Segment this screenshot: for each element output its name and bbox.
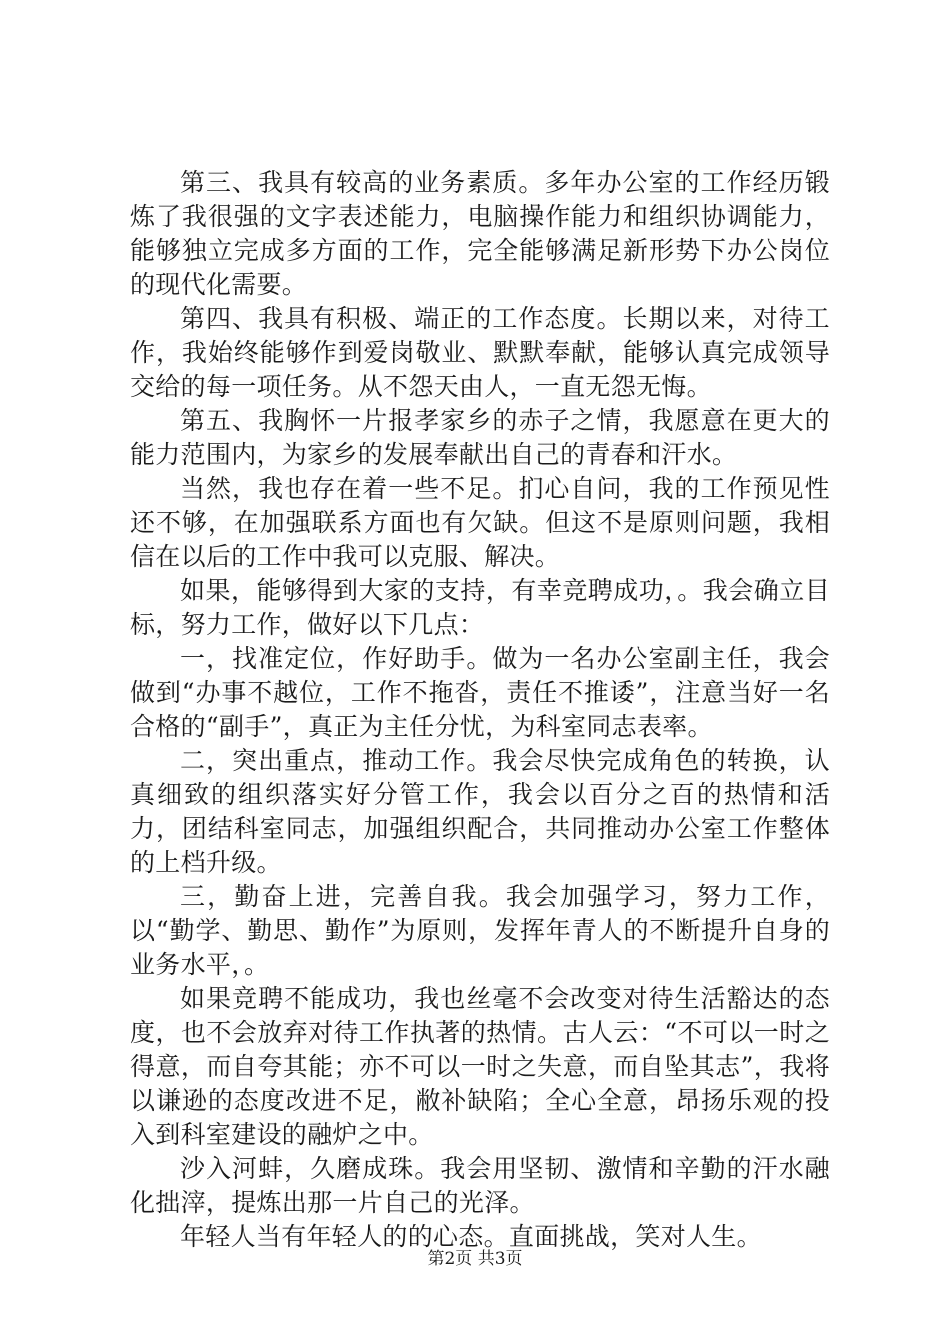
document-body	[130, 166, 830, 1254]
page-number-footer: 第2页 共3页	[427, 1249, 523, 1269]
paragraph-plan-1: 一，找准定位，作好助手。做为一名办公室副主任，我会做到“办事不越位，工作不拖沓，责任不推诿”，注意当好一名合格的“副手”，真正为主任分忧，为科室同志表率。	[130, 644, 830, 741]
paragraph-pearl-metaphor: 沙入河蚌，久磨成珠。我会用坚韧、激情和辛勤的汗水融化拙滓，提炼出那一片自己的光泽。	[130, 1154, 830, 1217]
paragraph-closing: 年轻人当有年轻人的的心态。直面挑战，笑对人生。	[180, 1222, 762, 1251]
paragraph-qualification-5: 第五、我胸怀一片报孝家乡的赤子之情，我愿意在更大的能力范围内，为家乡的发展奉献出自己的青春和汗水。	[130, 406, 830, 469]
paragraph-shortcomings: 当然，我也存在着一些不足。扪心自问，我的工作预见性还不够，在加强联系方面也有欠缺。但这不是原则问题，我相信在以后的工作中我可以克服、解决。	[130, 474, 830, 571]
paragraph-qualification-4: 第四、我具有积极、端正的工作态度。长期以来，对待工作，我始终能够作到爱岗敬业、默默奉献，能够认真完成领导交给的每一项任务。从不怨天由人，一直无怨无悔。	[130, 304, 830, 401]
paragraph-if-unsuccessful: 如果竞聘不能成功，我也丝毫不会改变对待生活豁达的态度，也不会放弃对待工作执著的热情。古人云：“不可以一时之得意，而自夸其能；亦不可以一时之失意，而自坠其志”，我将以谦逊的态度改进不足，敝补缺陷；全心全意，昂扬乐观的投入到科室建设的融炉之中。	[130, 984, 830, 1149]
paragraph-if-successful: 如果，能够得到大家的支持，有幸竞聘成功，。我会确立目标，努力工作，做好以下几点：	[130, 576, 830, 639]
paragraph-qualification-3: 第三、我具有较高的业务素质。多年办公室的工作经历锻炼了我很强的文字表述能力，电脑操作能力和组织协调能力，能够独立完成多方面的工作，完全能够满足新形势下办公岗位的现代化需要。	[130, 168, 830, 299]
paragraph-plan-3: 三，勤奋上进，完善自我。我会加强学习，努力工作，以“勤学、勤思、勤作”为原则，发挥年青人的不断提升自身的业务水平，。	[130, 882, 830, 979]
paragraph-plan-2: 二，突出重点，推动工作。我会尽快完成角色的转换，认真细致的组织落实好分管工作，我会以百分之百的热情和活力，团结科室同志，加强组织配合，共同推动办公室工作整体的上档升级。	[130, 746, 830, 877]
